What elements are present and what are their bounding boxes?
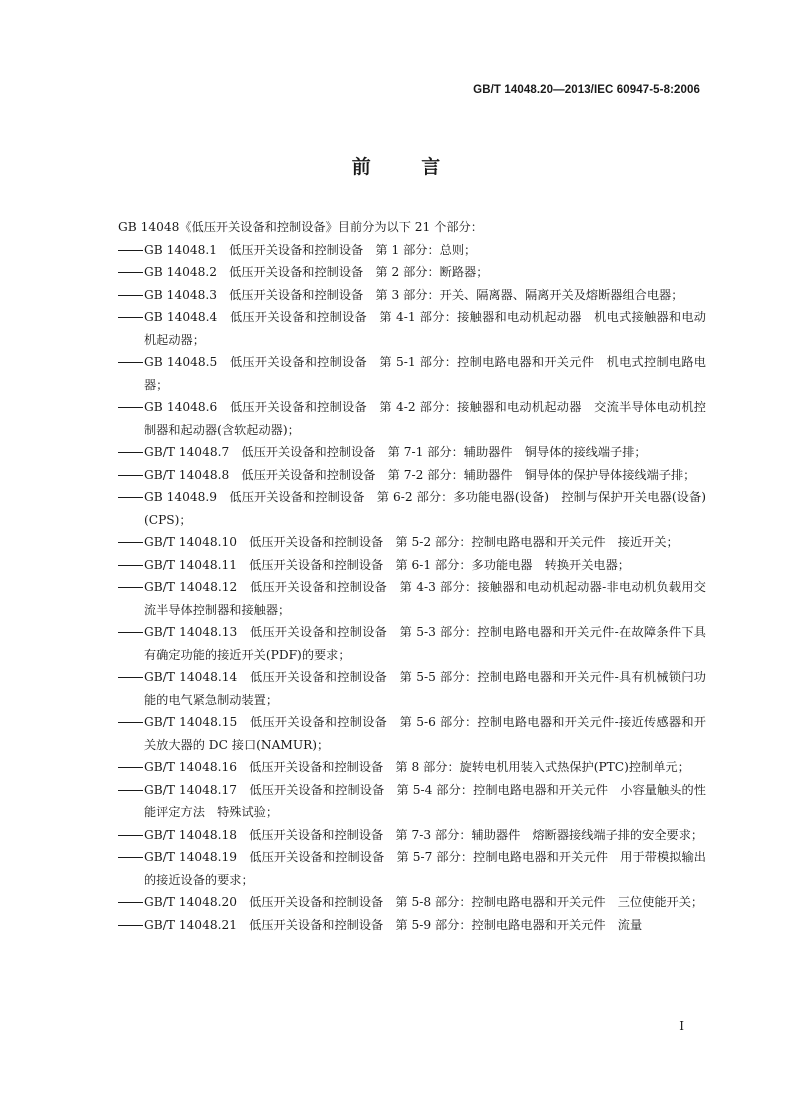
part-entry-text: GB/T 14048.17 低压开关设备和控制设备 第 5-4 部分：控制电路电器和开关元件 小容量触头的性能评定方法 特殊试验； <box>144 782 706 819</box>
part-entry-text: GB/T 14048.15 低压开关设备和控制设备 第 5-6 部分：控制电路电器和开关元件-接近传感器和开关放大器的 DC 接口(NAMUR)； <box>144 715 706 752</box>
em-dash-bullet <box>118 486 144 509</box>
part-entry-text: GB/T 14048.13 低压开关设备和控制设备 第 5-3 部分：控制电路电器和开关元件-在故障条件下具有确定功能的接近开关(PDF)的要求； <box>144 625 706 662</box>
em-dash-bullet <box>118 756 144 779</box>
part-entry-text: GB/T 14048.18 低压开关设备和控制设备 第 7-3 部分：辅助器件 熔断器接线端子排的安全要求； <box>144 827 704 842</box>
list-item <box>118 284 706 307</box>
em-dash-bullet <box>118 351 144 374</box>
part-entry-text: GB/T 14048.12 低压开关设备和控制设备 第 4-3 部分：接触器和电动机起动器-非电动机负载用交流半导体控制器和接触器； <box>144 580 706 617</box>
list-item <box>118 486 706 531</box>
list-item <box>118 914 706 937</box>
part-entry-text: GB/T 14048.20 低压开关设备和控制设备 第 5-8 部分：控制电路电器和开关元件 三位使能开关； <box>144 895 704 909</box>
list-item <box>118 666 706 711</box>
em-dash-bullet <box>118 261 144 284</box>
em-dash-bullet <box>118 576 144 599</box>
page-title: 前 言 <box>351 156 441 178</box>
list-item <box>118 554 706 577</box>
list-item <box>118 779 706 824</box>
page-number: I <box>679 1019 684 1033</box>
em-dash-bullet <box>118 464 144 487</box>
part-entry-text: GB 14048.2 低压开关设备和控制设备 第 2 部分：断路器； <box>144 265 489 279</box>
part-entry-text: GB 14048.1 低压开关设备和控制设备 第 1 部分：总则； <box>144 242 477 257</box>
em-dash-bullet <box>118 914 144 937</box>
list-item <box>118 306 706 351</box>
standard-code-header: GB/T 14048.20—2013/IEC 60947-5-8:2006 <box>473 84 700 96</box>
em-dash-bullet <box>118 306 144 329</box>
list-item <box>118 756 706 779</box>
em-dash-bullet <box>118 779 144 802</box>
em-dash-bullet <box>118 396 144 419</box>
list-item <box>118 846 706 891</box>
part-entry-text: GB 14048.6 低压开关设备和控制设备 第 4-2 部分：接触器和电动机起动器 交流半导体电动机控制器和起动器(含软起动器)； <box>144 400 706 437</box>
em-dash-bullet <box>118 824 144 847</box>
em-dash-bullet <box>118 554 144 577</box>
em-dash-bullet <box>118 239 144 262</box>
em-dash-bullet <box>118 621 144 644</box>
list-item <box>118 711 706 756</box>
part-entry-text: GB 14048.3 低压开关设备和控制设备 第 3 部分：开关、隔离器、隔离开关及熔断器组合电器； <box>144 287 684 302</box>
list-item <box>118 621 706 666</box>
list-item <box>118 464 706 487</box>
list-item <box>118 576 706 621</box>
part-entry-text: GB/T 14048.10 低压开关设备和控制设备 第 5-2 部分：控制电路电器和开关元件 接近开关； <box>144 535 679 549</box>
list-item <box>118 351 706 396</box>
part-entry-text: GB 14048.4 低压开关设备和控制设备 第 4-1 部分：接触器和电动机起动器 机电式接触器和电动机起动器； <box>144 310 706 347</box>
em-dash-bullet <box>118 711 144 734</box>
parts-list <box>118 239 706 937</box>
list-item <box>118 531 706 554</box>
part-entry-text: GB/T 14048.16 低压开关设备和控制设备 第 8 部分：旋转电机用装入式热保护(PTC)控制单元； <box>144 760 690 774</box>
list-item <box>118 261 706 284</box>
em-dash-bullet <box>118 891 144 914</box>
list-item <box>118 396 706 441</box>
part-entry-text: GB 14048.5 低压开关设备和控制设备 第 5-1 部分：控制电路电器和开关元件 机电式控制电路电器； <box>144 355 706 392</box>
part-entry-text: GB/T 14048.11 低压开关设备和控制设备 第 6-1 部分：多功能电器 转换开关电器； <box>144 557 630 572</box>
list-item <box>118 824 706 847</box>
em-dash-bullet <box>118 531 144 554</box>
part-entry-text: GB/T 14048.21 低压开关设备和控制设备 第 5-9 部分：控制电路电器和开关元件 流量 <box>144 917 643 932</box>
part-entry-text: GB/T 14048.7 低压开关设备和控制设备 第 7-1 部分：辅助器件 铜导体的接线端子排； <box>144 445 647 459</box>
part-entry-text: GB/T 14048.14 低压开关设备和控制设备 第 5-5 部分：控制电路电器和开关元件-具有机械锁闩功能的电气紧急制动装置； <box>144 670 706 707</box>
intro-paragraph: GB 14048《低压开关设备和控制设备》目前分为以下 21 个部分： <box>118 220 483 234</box>
list-item <box>118 239 706 262</box>
em-dash-bullet <box>118 666 144 689</box>
em-dash-bullet <box>118 284 144 307</box>
part-entry-text: GB 14048.9 低压开关设备和控制设备 第 6-2 部分：多功能电器(设备) 控制与保护开关电器(设备)(CPS)； <box>144 490 706 527</box>
part-entry-text: GB/T 14048.19 低压开关设备和控制设备 第 5-7 部分：控制电路电器和开关元件 用于带模拟输出的接近设备的要求； <box>144 850 706 887</box>
part-entry-text: GB/T 14048.8 低压开关设备和控制设备 第 7-2 部分：辅助器件 铜导体的保护导体接线端子排； <box>144 467 696 482</box>
list-item <box>118 891 706 914</box>
preface-body <box>118 216 706 936</box>
list-item <box>118 441 706 464</box>
em-dash-bullet <box>118 441 144 464</box>
em-dash-bullet <box>118 846 144 869</box>
